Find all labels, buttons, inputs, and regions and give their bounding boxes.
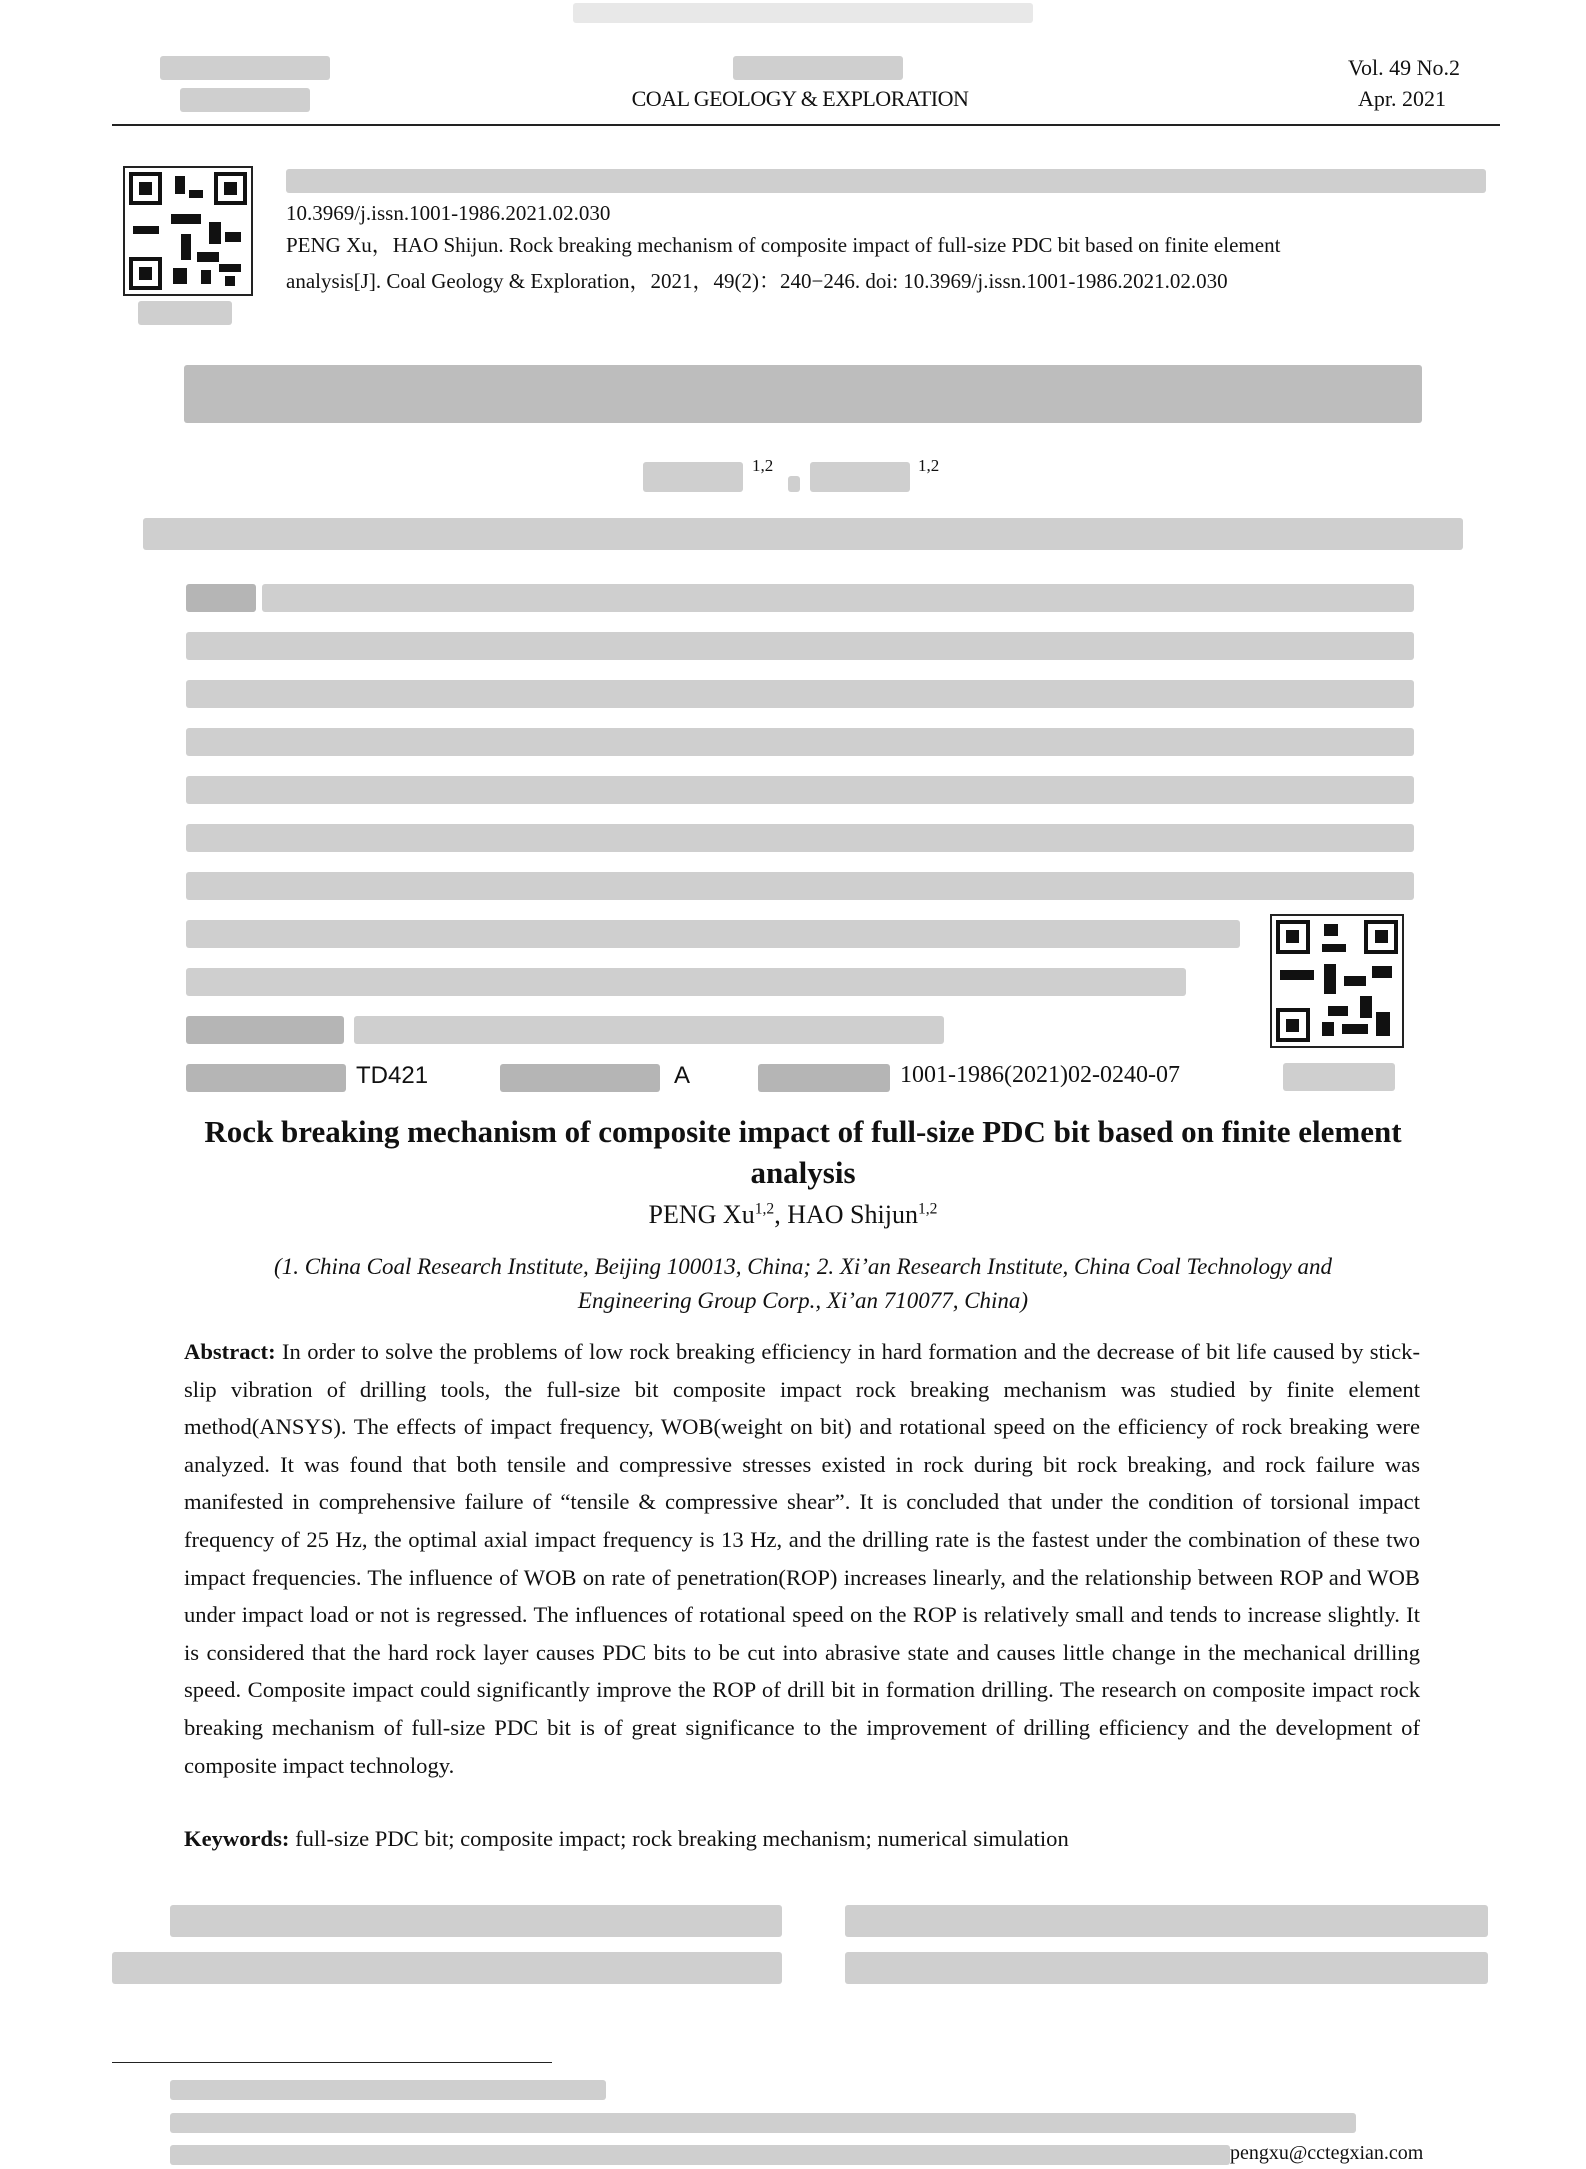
paper-title-cn	[184, 365, 1422, 423]
issue-volume	[160, 56, 330, 80]
abstract-cn-label	[186, 584, 256, 612]
affiliation-cn	[143, 518, 1463, 550]
keywords-en-text: full-size PDC bit; composite impact; rock breaking mechanism; numerical simulation	[295, 1826, 1069, 1851]
footnote-first-author	[170, 2145, 1230, 2165]
mobile-reading-caption	[138, 301, 232, 325]
audio-explanation-caption	[1283, 1063, 1395, 1091]
paper-title-en: Rock breaking mechanism of composite impact of full-size PDC bit based on finite element analysis	[204, 1114, 1402, 1190]
article-number-label	[758, 1064, 890, 1092]
author-2-en-affiliation-mark: 1,2	[917, 1200, 938, 1218]
abstract-en-text: In order to solve the problems of low rock breaking efficiency in hard formation and the decrease of bit life caused by stick-slip vibration of drilling tools, the full-size bit composite impact rock breaking mechanism was studied by finite element method(ANSYS). The effects of impact frequency, WOB(weight on bit) and rotational speed on the efficiency of rock breaking were analyzed. It was found that both tensile and compressive stresses existed in rock during bit rock breaking, and rock failure was manifested in comprehensive failure of “tensile & compressive shear”. It is concluded that under the condition of torsional impact frequency of 25 Hz, the optimal axial impact frequency is 13 Hz, and the drilling rate is the fastest under the combination of these two impact frequencies. The influence of WOB on rate of penetration(ROP) increases linearly, and the relationship between ROP and WOB under impact load or not is regressed. The influences of rotational speed on the ROP is relatively small and tends to increase slightly. It is considered that the hard rock layer causes PDC bits to be cut into abrasive state and causes little change in the mechanical drilling speed. Composite impact could significantly improve the ROP of drill bit in formation drilling. The research on composite impact rock breaking mechanism of full-size PDC bit is of great significance to the improvement of drilling efficiency and the development of composite impact technology.	[184, 1339, 1420, 1778]
abstract-en-label: Abstract:	[184, 1339, 276, 1364]
body-left-line1	[170, 1905, 782, 1937]
author-2-cn	[810, 462, 910, 492]
watermark	[573, 3, 1033, 23]
affiliation-en-line1: (1. China Coal Research Institute, Beijing 100013, China; 2. Xi’an Research Institute, China Coal Technology and	[274, 1254, 1332, 1279]
keywords-cn-label	[186, 1016, 344, 1044]
abstract-cn-line	[186, 728, 1414, 756]
date-en: Apr. 2021	[1358, 86, 1446, 111]
audio-explanation-qr-icon[interactable]	[1270, 914, 1404, 1048]
citation-cn-line2: 10.3969/j.issn.1001-1986.2021.02.030	[286, 201, 611, 225]
volume-number-en: Vol. 49 No.2	[1347, 55, 1460, 80]
abstract-cn-line	[186, 632, 1414, 660]
keywords-en-label: Keywords:	[184, 1826, 290, 1851]
abstract-cn-line	[186, 680, 1414, 708]
author-2-affiliation-mark: 1,2	[918, 456, 940, 475]
header-rule	[112, 124, 1500, 126]
journal-name-en: COAL GEOLOGY & EXPLORATION	[631, 86, 969, 111]
author-1-affiliation-mark: 1,2	[752, 456, 774, 475]
clc-value: TD421	[356, 1062, 429, 1089]
footnote-received	[170, 2080, 606, 2100]
issue-date	[180, 88, 310, 112]
body-left-line2	[112, 1952, 782, 1984]
affiliation-en-line2: Engineering Group Corp., Xi’an 710077, China)	[577, 1288, 1029, 1313]
abstract-cn-line	[186, 920, 1240, 948]
abstract-cn-line	[186, 872, 1414, 900]
citation-en-line2: analysis[J]. Coal Geology & Exploration，2021，49(2)：240−246. doi: 10.3969/j.issn.1001-1986.2021.02.030	[286, 269, 1228, 293]
author-1-cn	[643, 462, 743, 492]
abstract-cn-line	[262, 584, 1414, 612]
doc-code-label	[500, 1064, 660, 1092]
author-1-en-affiliation-mark: 1,2	[754, 1200, 775, 1218]
abstract-cn-line	[186, 776, 1414, 804]
clc-label	[186, 1064, 346, 1092]
journal-name-cn	[733, 56, 903, 80]
mobile-reading-qr-icon[interactable]	[123, 166, 253, 296]
body-right-line2	[845, 1952, 1488, 1984]
keywords-en	[184, 1826, 1420, 1852]
abstract-en	[184, 1333, 1420, 1784]
citation-cn-line1	[286, 169, 1486, 193]
authors-en	[500, 1200, 1086, 1230]
author-separator-en: ,	[774, 1200, 788, 1229]
body-right-line1	[845, 1905, 1488, 1937]
doc-code-value: A	[674, 1062, 691, 1089]
author-separator-cn	[788, 476, 800, 492]
author-2-en: HAO Shijun	[787, 1200, 918, 1229]
footnote-email[interactable]: pengxu@cctegxian.com	[1230, 2142, 1424, 2164]
abstract-cn-line	[186, 968, 1186, 996]
citation-en-line1: PENG Xu，HAO Shijun. Rock breaking mechanism of composite impact of full-size PDC bit based on finite element	[286, 233, 1281, 257]
article-number-value: 1001-1986(2021)02-0240-07	[900, 1062, 1180, 1088]
abstract-cn-line	[186, 824, 1414, 852]
footnote-fund	[170, 2113, 1356, 2133]
footnote-rule	[112, 2062, 552, 2063]
author-1-en: PENG Xu	[648, 1200, 755, 1229]
keywords-cn-text	[354, 1016, 944, 1044]
